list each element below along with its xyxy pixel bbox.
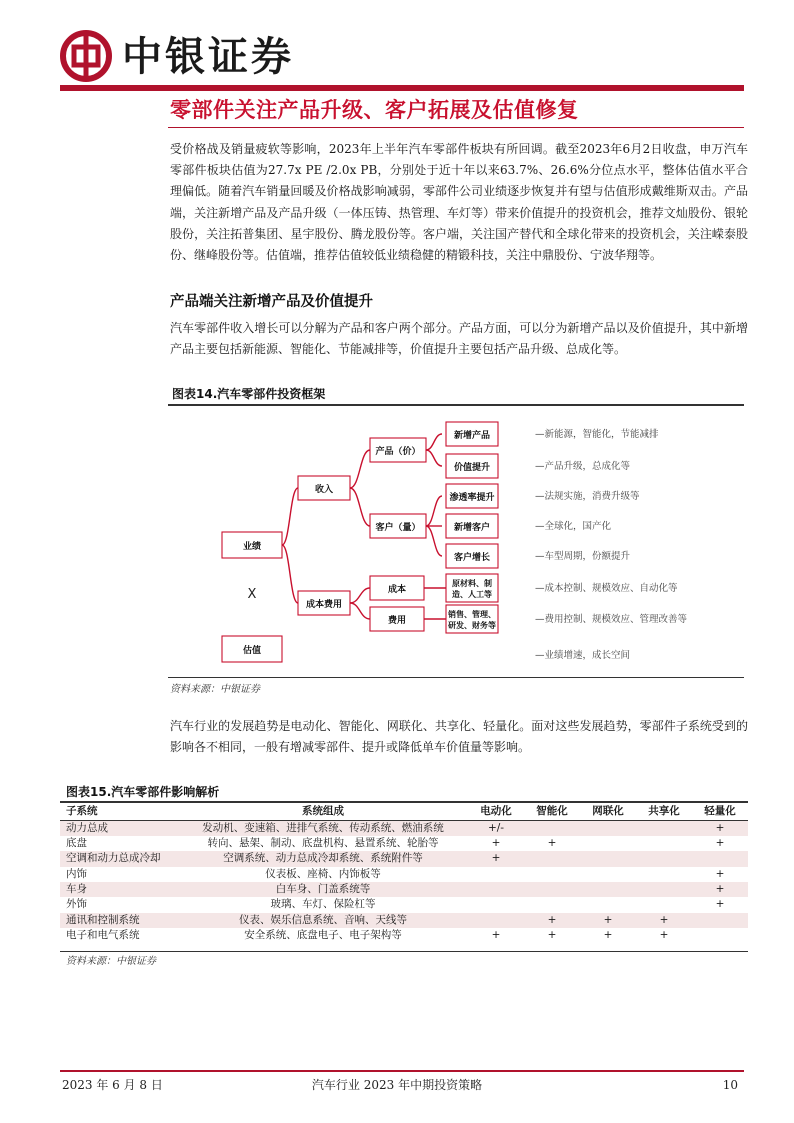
subsystem-cell: 电子和电气系统	[66, 929, 140, 942]
mark-cell	[692, 851, 748, 866]
bank-of-china-logo-icon	[60, 30, 112, 82]
node-expense-items-line1: 销售、管理、	[448, 610, 496, 619]
subsystem-cell: 内饰	[66, 867, 87, 880]
diagram-annotations	[535, 428, 688, 661]
column-header: 网联化	[580, 804, 636, 820]
subsystem-cell: 动力总成	[60, 820, 178, 836]
trend-paragraph: 汽车行业的发展趋势是电动化、智能化、网联化、共享化、轻量化。面对这些发展趋势，零部件子系统受到的影响各不相同，一般有增减零部件、提升或降低单车价值量等影响。	[170, 719, 748, 755]
header-divider	[60, 85, 744, 91]
mark-cell	[580, 836, 636, 851]
node-penetration: 渗透率提升	[449, 493, 495, 503]
node-cost: 成本	[387, 585, 407, 595]
components-cell: 仪表板、座椅、内饰板等	[265, 867, 381, 880]
mark-cell	[468, 913, 524, 928]
page-header	[0, 0, 794, 92]
node-new-customer: 新增客户	[453, 523, 491, 533]
mark-cell	[636, 851, 692, 866]
node-value-up: 价值提升	[453, 463, 491, 473]
figure14-source: 资料来源：中银证券	[170, 684, 260, 695]
node-cost-items-line1: 原材料、制	[452, 579, 492, 588]
column-header: 轻量化	[692, 804, 748, 820]
brand-name: 中银证券	[122, 34, 294, 80]
components-cell: 转向、悬架、制动、底盘机构、悬置系统、轮胎等	[207, 836, 439, 849]
table-header-row	[60, 804, 748, 820]
mark-cell: +	[491, 929, 501, 942]
table-row	[60, 820, 748, 836]
components-cell: 玻璃、车灯、保险杠等	[270, 898, 376, 911]
mark-cell: +	[692, 882, 748, 897]
section-title-divider	[168, 127, 744, 128]
mark-cell: +	[547, 836, 557, 849]
column-header: 电动化	[468, 804, 524, 820]
table-row	[60, 882, 748, 897]
figure15-top-rule	[60, 801, 748, 803]
mark-cell	[692, 913, 748, 928]
mark-cell: +	[491, 836, 501, 849]
node-expense: 费用	[387, 616, 407, 626]
mark-cell	[580, 820, 636, 836]
annotation-penetration: —法规实施，消费升级等	[535, 491, 640, 502]
mark-cell: +	[692, 820, 748, 836]
column-header: 智能化	[524, 804, 580, 820]
annotation-value-up: —产品升级，总成化等	[535, 461, 631, 472]
mark-cell	[580, 882, 636, 897]
node-cost-items-line2: 造、人工等	[452, 590, 492, 599]
mark-cell: +	[547, 929, 557, 942]
node-customer-growth: 客户增长	[453, 553, 491, 563]
table-row	[60, 913, 748, 928]
node-revenue: 收入	[314, 485, 334, 495]
investment-framework-diagram	[168, 408, 744, 674]
subsection-title: 产品端关注新增产品及价值提升	[170, 294, 373, 310]
figure15-bottom-rule	[60, 951, 748, 952]
subsystem-cell: 车身	[60, 882, 178, 897]
annotation-new-product: —新能源，智能化，节能减排	[535, 429, 659, 440]
mark-cell	[468, 867, 524, 882]
components-cell: 仪表、娱乐信息系统、音响、天线等	[178, 913, 468, 928]
page-number: 10	[722, 1078, 738, 1092]
column-header: 系统组成	[178, 804, 468, 820]
subsystem-cell: 外饰	[66, 898, 87, 911]
mark-cell	[524, 867, 580, 882]
mark-cell	[524, 820, 580, 836]
subsystem-cell: 底盘	[66, 836, 87, 849]
column-header: 子系统	[60, 804, 178, 820]
figure14-bottom-rule	[168, 677, 744, 678]
annotation-customer-growth: —车型周期，份额提升	[535, 551, 631, 562]
annotation-expense: —费用控制、规模效应、管理改善等	[535, 614, 688, 625]
footer-report-title: 汽车行业 2023 年中期投资策略	[311, 1078, 483, 1092]
multiply-sign: X	[247, 587, 257, 602]
annotation-valuation: —业绩增速，成长空间	[535, 650, 631, 661]
figure14-title: 图表14.汽车零部件投资框架	[172, 387, 326, 401]
impact-analysis-table	[60, 804, 748, 944]
annotation-new-customer: —全球化，国产化	[535, 521, 612, 532]
footer-date: 2023 年 6 月 8 日	[62, 1078, 163, 1092]
node-cost-expense: 成本费用	[305, 600, 343, 610]
node-expense-items-line2: 研发、财务等	[448, 621, 496, 630]
mark-cell: +	[659, 929, 669, 942]
mark-cell: +	[603, 929, 613, 942]
mark-cell	[580, 851, 636, 866]
annotation-cost: —成本控制、规模效应、自动化等	[535, 583, 678, 594]
mark-cell	[468, 897, 524, 912]
mark-cell: +	[636, 913, 692, 928]
mark-cell: +	[580, 913, 636, 928]
table-row	[60, 851, 748, 866]
components-cell: 空调系统、动力总成冷却系统、系统附件等	[178, 851, 468, 866]
mark-cell	[524, 897, 580, 912]
node-product: 产品（价）	[375, 447, 421, 457]
components-cell: 白车身、门盖系统等	[178, 882, 468, 897]
mark-cell	[636, 836, 692, 851]
table-row	[60, 928, 748, 943]
node-performance: 业绩	[242, 542, 262, 552]
mark-cell	[524, 882, 580, 897]
column-header: 共享化	[636, 804, 692, 820]
mark-cell: +	[715, 836, 725, 849]
subsection-paragraph: 汽车零部件收入增长可以分解为产品和客户两个部分。产品方面，可以分为新增产品以及价值提升，其中新增产品主要包括新能源、智能化、节能减排等，价值提升主要包括产品升级、总成化等。	[170, 321, 748, 357]
table-row	[60, 897, 748, 912]
mark-cell: +	[468, 851, 524, 866]
figure15-title: 图表15.汽车零部件影响解析	[66, 785, 220, 799]
subsystem-cell: 空调和动力总成冷却	[60, 851, 178, 866]
mark-cell: +	[715, 867, 725, 880]
table-row	[60, 836, 748, 851]
mark-cell	[580, 897, 636, 912]
mark-cell: +	[715, 898, 725, 911]
mark-cell	[524, 851, 580, 866]
subsystem-cell: 通讯和控制系统	[60, 913, 178, 928]
figure15-source: 资料来源：中银证券	[66, 956, 156, 967]
node-valuation: 估值	[242, 646, 262, 656]
table-row	[60, 867, 748, 882]
mark-cell	[636, 897, 692, 912]
components-cell: 发动机、变速箱、进排气系统、传动系统、燃油系统	[178, 820, 468, 836]
mark-cell	[636, 820, 692, 836]
mark-cell	[468, 882, 524, 897]
mark-cell	[636, 867, 692, 882]
section-title: 零部件关注产品升级、客户拓展及估值修复	[170, 98, 579, 122]
intro-paragraph: 受价格战及销量疲软等影响，2023年上半年汽车零部件板块有所回调。截至2023年6月2日收盘，申万汽车零部件板块估值为27.7x PE /2.0x PB，分别处于近十年以来63.7%、26.6%分位点水平，整体估值水平合理偏低。随着汽车销量回暖及价格战影响减弱，零部件公司业绩逐步恢复并有望与估值形成戴维斯双击。产品端，关注新增产品及产品升级（一体压铸、热管理、车灯等）带来价值提升的投资机会，推荐文灿股份、银轮股份，关注拓普集团、星宇股份、腾龙股份等。客户端，关注国产替代和全球化带来的投资机会，关注嵘泰股份、继峰股份等。估值端，推荐估值较低业绩稳健的精锻科技，关注中鼎股份、宁波华翔等。	[170, 142, 748, 263]
components-cell: 安全系统、底盘电子、电子架构等	[244, 929, 402, 942]
node-customer: 客户（量）	[375, 523, 421, 533]
figure14-top-rule	[168, 404, 744, 406]
mark-cell: +	[524, 913, 580, 928]
mark-cell: +/-	[468, 820, 524, 836]
footer-divider	[60, 1070, 744, 1072]
mark-cell	[692, 928, 748, 943]
node-new-product: 新增产品	[453, 431, 491, 441]
mark-cell	[636, 882, 692, 897]
mark-cell	[580, 867, 636, 882]
